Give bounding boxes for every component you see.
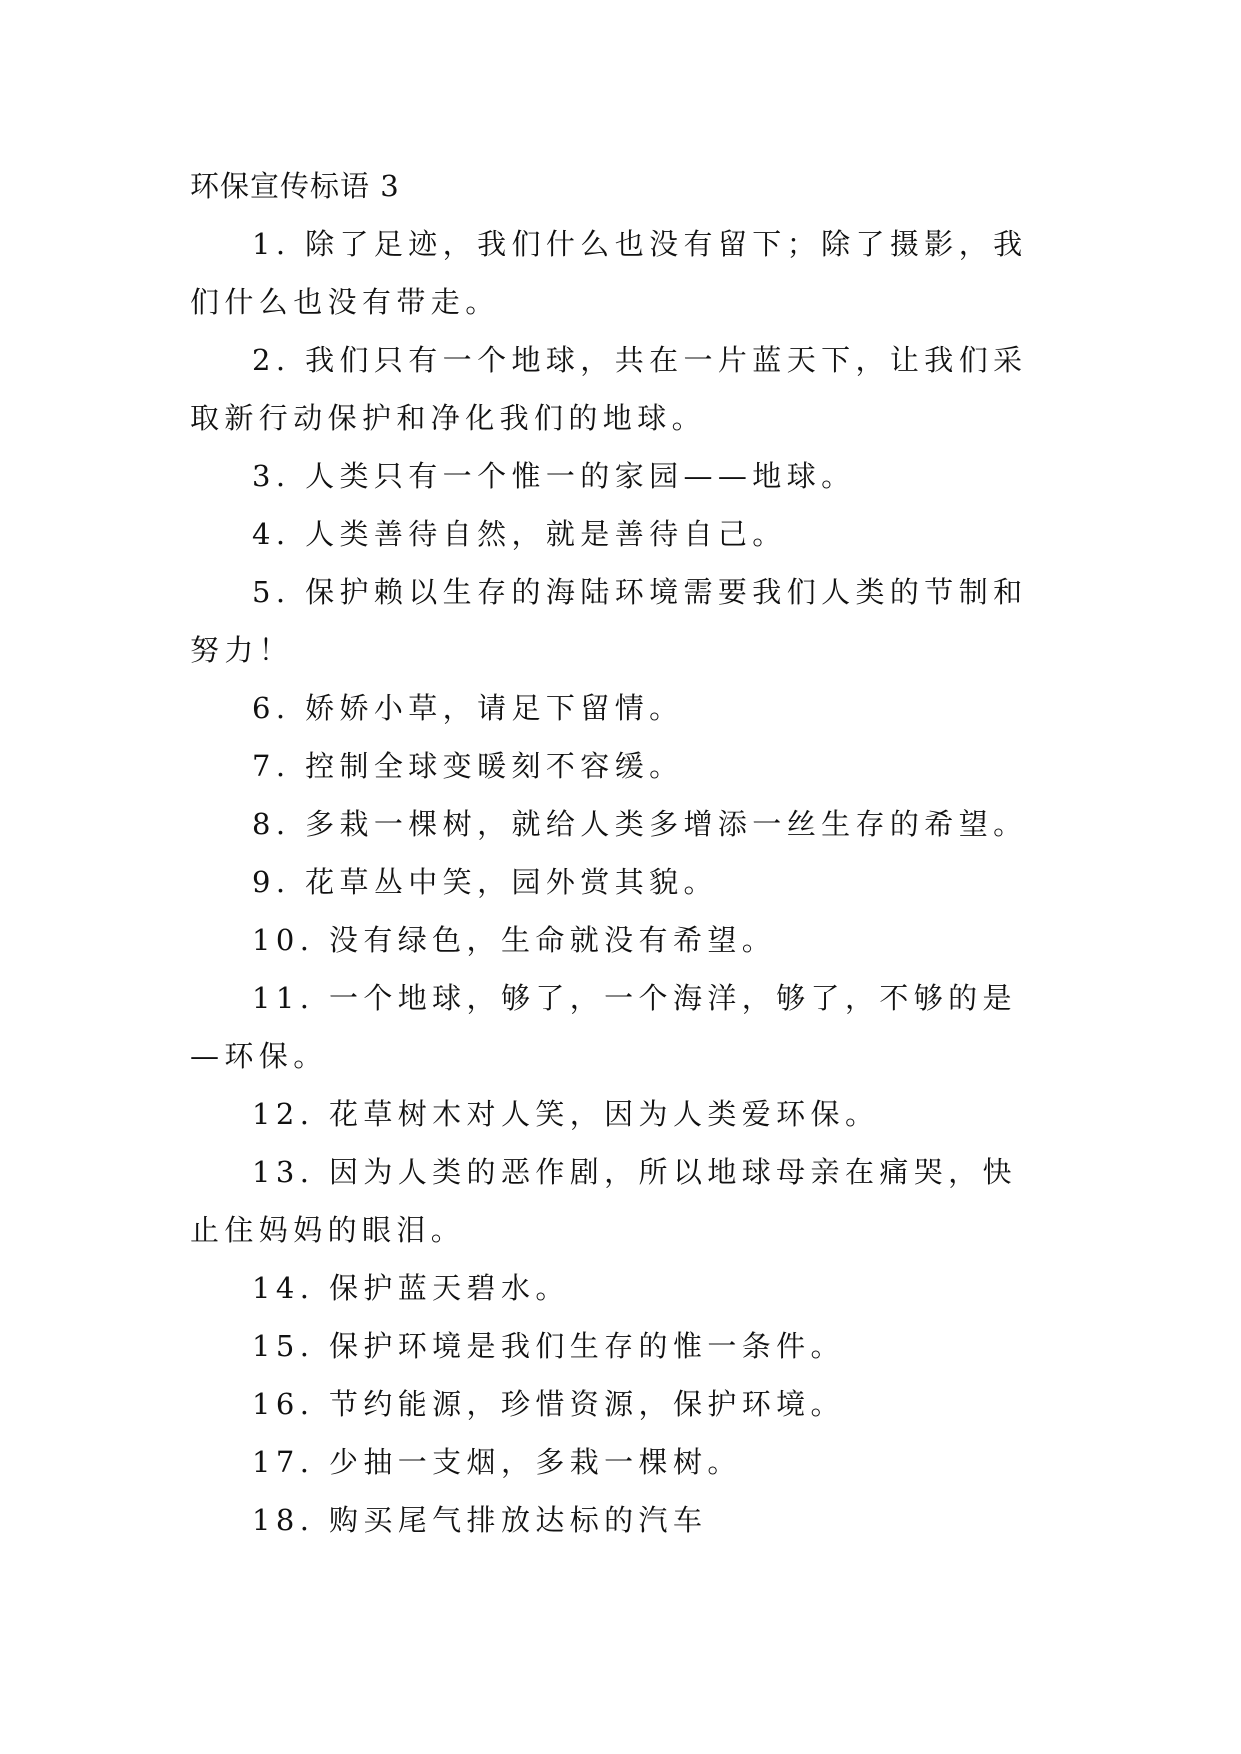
slogan-item-18: 18. 购买尾气排放达标的汽车 (252, 1503, 708, 1537)
slogan-item-14: 14. 保护蓝天碧水。 (252, 1271, 570, 1305)
slogan-item-1: 1. 除了足迹，我们什么也没有留下；除了摄影，我们什么也没有带走。 (190, 227, 1028, 319)
slogan-item-10: 10. 没有绿色，生命就没有希望。 (252, 923, 777, 957)
slogan-item-17: 17. 少抽一支烟，多栽一棵树。 (252, 1445, 742, 1479)
slogan-item-16: 16. 节约能源，珍惜资源，保护环境。 (252, 1387, 845, 1421)
slogan-item-13: 13. 因为人类的恶作剧，所以地球母亲在痛哭，快止住妈妈的眼泪。 (190, 1155, 1017, 1247)
slogan-item-5: 5. 保护赖以生存的海陆环境需要我们人类的节制和努力！ (190, 575, 1028, 667)
slogan-item-12: 12. 花草树木对人笑，因为人类爱环保。 (252, 1097, 880, 1131)
slogan-item-3: 3. 人类只有一个惟一的家园——地球。 (252, 459, 856, 493)
slogan-item-6: 6. 娇娇小草，请足下留情。 (252, 691, 684, 725)
slogan-item-15: 15. 保护环境是我们生存的惟一条件。 (252, 1329, 845, 1363)
slogan-item-8: 8. 多栽一棵树，就给人类多增添一丝生存的希望。 (252, 807, 1028, 841)
slogan-item-11: 11. 一个地球，够了，一个海洋，够了，不够的是—环保。 (190, 981, 1017, 1073)
document-body (190, 157, 1050, 1549)
slogan-item-9: 9. 花草丛中笑，园外赏其貌。 (252, 865, 718, 899)
slogan-item-4: 4. 人类善待自然，就是善待自己。 (252, 517, 787, 551)
document-title: 环保宣传标语 3 (190, 169, 400, 203)
slogan-item-2: 2. 我们只有一个地球，共在一片蓝天下，让我们采取新行动保护和净化我们的地球。 (190, 343, 1028, 435)
slogan-item-7: 7. 控制全球变暖刻不容缓。 (252, 749, 684, 783)
